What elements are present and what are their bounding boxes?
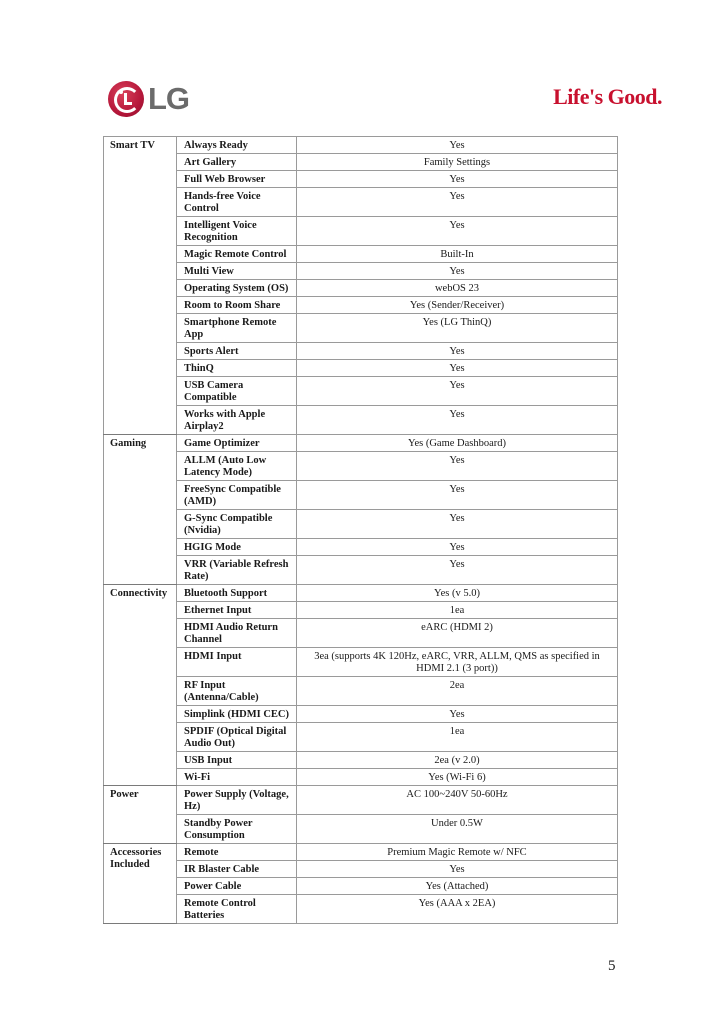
value-cell: Yes: [297, 360, 618, 377]
category-cell: Accessories Included: [104, 844, 177, 924]
table-row: [104, 435, 618, 452]
feature-cell: HDMI Audio Return Channel: [177, 619, 297, 648]
table-row: [104, 815, 618, 844]
table-row: [104, 188, 618, 217]
category-cell: Connectivity: [104, 585, 177, 786]
feature-cell: ALLM (Auto Low Latency Mode): [177, 452, 297, 481]
table-row: [104, 619, 618, 648]
feature-cell: Simplink (HDMI CEC): [177, 706, 297, 723]
value-cell: Yes: [297, 171, 618, 188]
spec-table: [103, 136, 618, 924]
value-cell: Yes (v 5.0): [297, 585, 618, 602]
feature-cell: Remote Control Batteries: [177, 895, 297, 924]
lg-face-icon: [108, 81, 144, 117]
value-cell: Yes (LG ThinQ): [297, 314, 618, 343]
feature-cell: Wi-Fi: [177, 769, 297, 786]
table-row: [104, 706, 618, 723]
value-cell: 1ea: [297, 723, 618, 752]
value-cell: Yes (Sender/Receiver): [297, 297, 618, 314]
feature-cell: Game Optimizer: [177, 435, 297, 452]
feature-cell: SPDIF (Optical Digital Audio Out): [177, 723, 297, 752]
feature-cell: Ethernet Input: [177, 602, 297, 619]
category-cell: Gaming: [104, 435, 177, 585]
value-cell: Yes: [297, 706, 618, 723]
feature-cell: Power Supply (Voltage, Hz): [177, 786, 297, 815]
feature-cell: Magic Remote Control: [177, 246, 297, 263]
table-row: [104, 878, 618, 895]
table-row: [104, 137, 618, 154]
value-cell: Yes: [297, 137, 618, 154]
value-cell: Under 0.5W: [297, 815, 618, 844]
feature-cell: Always Ready: [177, 137, 297, 154]
table-row: [104, 895, 618, 924]
value-cell: Yes: [297, 377, 618, 406]
table-row: [104, 539, 618, 556]
table-row: [104, 406, 618, 435]
feature-cell: Works with Apple Airplay2: [177, 406, 297, 435]
table-row: [104, 769, 618, 786]
table-row: [104, 171, 618, 188]
feature-cell: Full Web Browser: [177, 171, 297, 188]
value-cell: Premium Magic Remote w/ NFC: [297, 844, 618, 861]
table-row: [104, 452, 618, 481]
feature-cell: Standby Power Consumption: [177, 815, 297, 844]
table-row: [104, 602, 618, 619]
feature-cell: G-Sync Compatible (Nvidia): [177, 510, 297, 539]
table-row: [104, 377, 618, 406]
feature-cell: Bluetooth Support: [177, 585, 297, 602]
value-cell: 3ea (supports 4K 120Hz, eARC, VRR, ALLM, QMS as specified in HDMI 2.1 (3 port)): [297, 648, 618, 677]
value-cell: AC 100~240V 50-60Hz: [297, 786, 618, 815]
table-row: [104, 510, 618, 539]
feature-cell: Power Cable: [177, 878, 297, 895]
feature-cell: ThinQ: [177, 360, 297, 377]
feature-cell: USB Camera Compatible: [177, 377, 297, 406]
table-row: [104, 786, 618, 815]
value-cell: Yes (Game Dashboard): [297, 435, 618, 452]
feature-cell: FreeSync Compatible (AMD): [177, 481, 297, 510]
value-cell: Yes: [297, 406, 618, 435]
feature-cell: Multi View: [177, 263, 297, 280]
feature-cell: Smartphone Remote App: [177, 314, 297, 343]
category-cell: Power: [104, 786, 177, 844]
value-cell: webOS 23: [297, 280, 618, 297]
page-header: [0, 0, 720, 130]
logo-text: LG: [148, 81, 190, 116]
value-cell: eARC (HDMI 2): [297, 619, 618, 648]
value-cell: Yes (Attached): [297, 878, 618, 895]
table-row: [104, 297, 618, 314]
feature-cell: RF Input (Antenna/Cable): [177, 677, 297, 706]
table-row: [104, 723, 618, 752]
value-cell: Yes: [297, 188, 618, 217]
feature-cell: Hands-free Voice Control: [177, 188, 297, 217]
value-cell: Yes: [297, 539, 618, 556]
feature-cell: Intelligent Voice Recognition: [177, 217, 297, 246]
table-row: [104, 752, 618, 769]
feature-cell: Sports Alert: [177, 343, 297, 360]
value-cell: Yes: [297, 861, 618, 878]
value-cell: Yes: [297, 481, 618, 510]
value-cell: Yes (AAA x 2EA): [297, 895, 618, 924]
table-row: [104, 280, 618, 297]
feature-cell: VRR (Variable Refresh Rate): [177, 556, 297, 585]
table-row: [104, 556, 618, 585]
table-row: [104, 246, 618, 263]
category-cell: Smart TV: [104, 137, 177, 435]
feature-cell: HDMI Input: [177, 648, 297, 677]
feature-cell: Remote: [177, 844, 297, 861]
table-row: [104, 217, 618, 246]
value-cell: Family Settings: [297, 154, 618, 171]
value-cell: Yes: [297, 343, 618, 360]
table-row: [104, 585, 618, 602]
table-row: [104, 844, 618, 861]
table-row: [104, 481, 618, 510]
table-row: [104, 314, 618, 343]
feature-cell: Art Gallery: [177, 154, 297, 171]
feature-cell: IR Blaster Cable: [177, 861, 297, 878]
table-row: [104, 263, 618, 280]
feature-cell: USB Input: [177, 752, 297, 769]
value-cell: 1ea: [297, 602, 618, 619]
value-cell: Yes: [297, 217, 618, 246]
table-row: [104, 648, 618, 677]
value-cell: Built-In: [297, 246, 618, 263]
value-cell: Yes: [297, 556, 618, 585]
value-cell: 2ea: [297, 677, 618, 706]
brand-tagline: Life's Good.: [553, 84, 662, 109]
value-cell: Yes: [297, 510, 618, 539]
table-row: [104, 360, 618, 377]
page-number: 5: [608, 958, 616, 974]
table-row: [104, 154, 618, 171]
value-cell: Yes: [297, 452, 618, 481]
value-cell: Yes (Wi-Fi 6): [297, 769, 618, 786]
feature-cell: HGIG Mode: [177, 539, 297, 556]
table-row: [104, 861, 618, 878]
value-cell: 2ea (v 2.0): [297, 752, 618, 769]
table-row: [104, 677, 618, 706]
value-cell: Yes: [297, 263, 618, 280]
feature-cell: Operating System (OS): [177, 280, 297, 297]
lg-logo: [108, 81, 189, 117]
feature-cell: Room to Room Share: [177, 297, 297, 314]
table-row: [104, 343, 618, 360]
